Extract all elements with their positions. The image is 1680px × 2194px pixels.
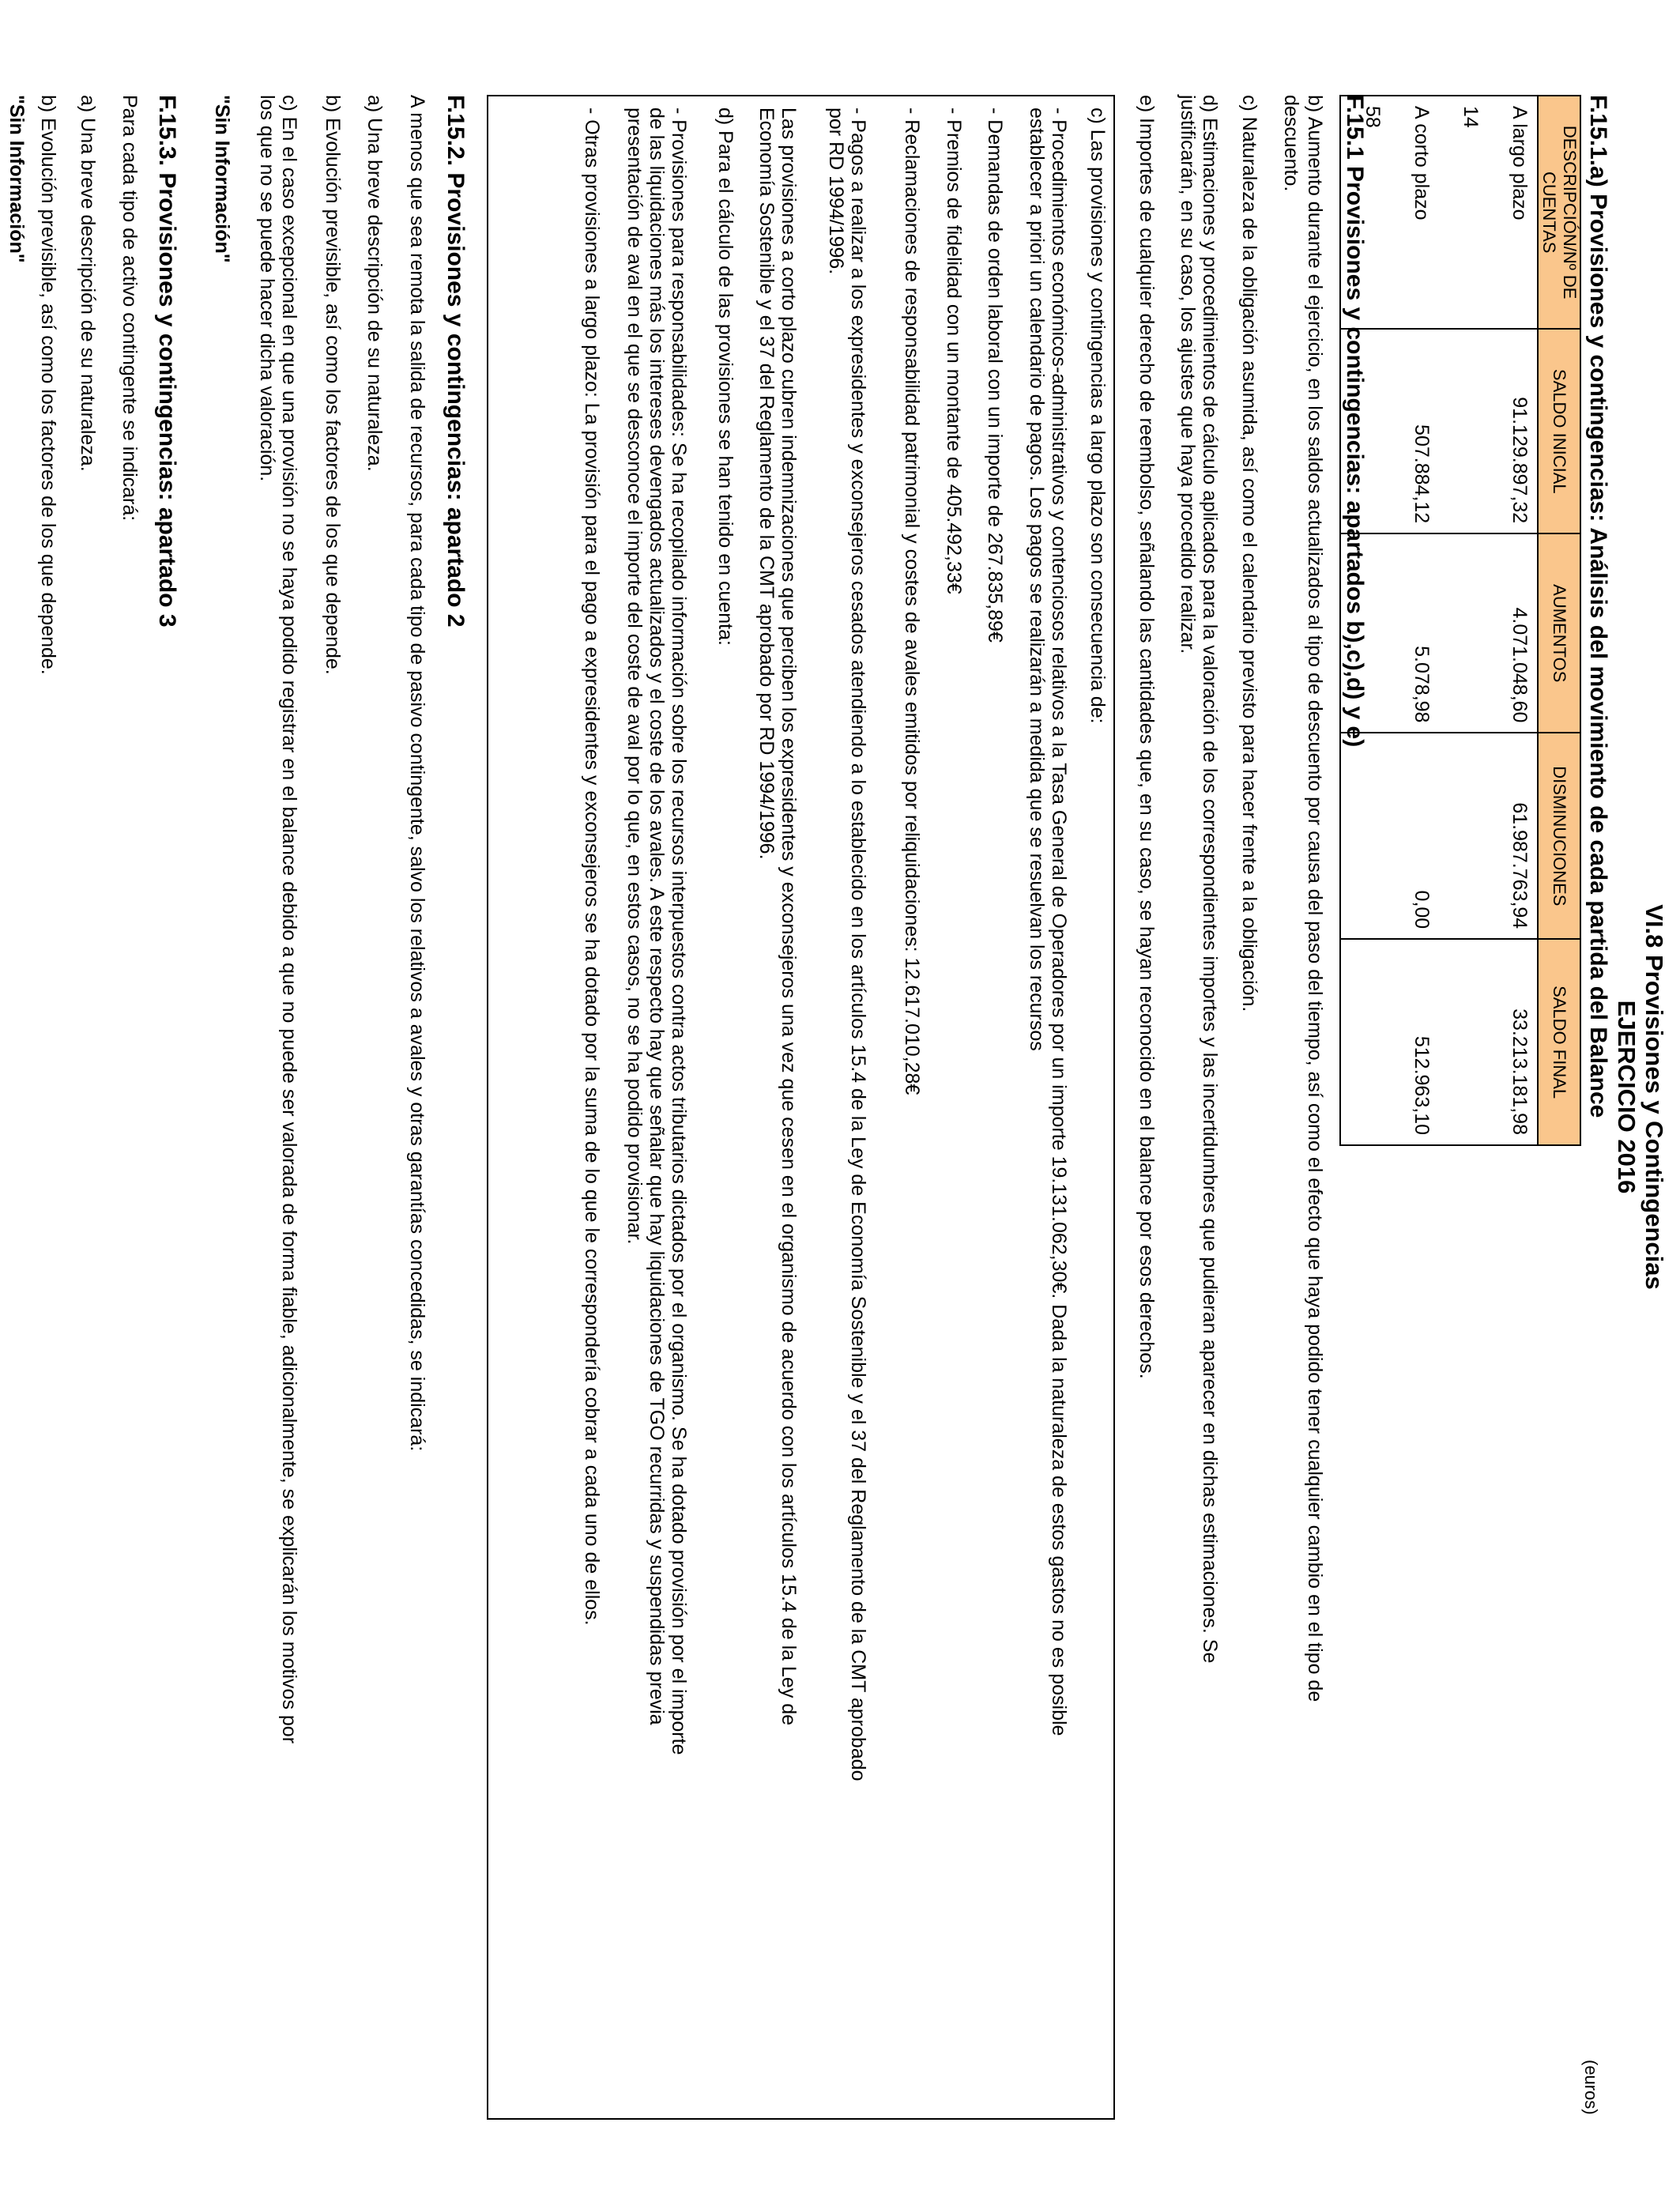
col-header-descripcion: DESCRIPCIÓN/Nº DE CUENTAS	[1538, 96, 1580, 329]
paragraph-d-line1: d) Estimaciones y procedimientos de cálculo aplicados para la valoración de los correspondientes importes y las incertidumbres que pudieran aparecer en dichas estimaciones. Se	[1199, 95, 1221, 1664]
section-title-f151a: F.15.1.a) Provisiones y contingencias: Análisis del movimiento de cada partida del Balance	[1585, 95, 1611, 1118]
f153-no-info: "Sin Información"	[6, 95, 28, 263]
box-line: - Otras provisiones a largo plazo: La provisión para el pago a expresidentes y exconsejeros se ha dotado por la suma de lo que le correspondería cobrar a cada uno de ellos.	[581, 107, 603, 1626]
box-line: presentación de aval en el que se desconoce el importe del coste de aval por lo que, en estos casos, no se ha podido provisionar.	[623, 107, 646, 1245]
box-line: - Demandas de orden laboral con un importe de 267.835,89€	[984, 107, 1006, 643]
cell-aumentos: 5.078,98	[1390, 533, 1439, 733]
cell-aumentos: 4.071.048,60	[1488, 533, 1538, 733]
f152-item-c-line2: los que no se puede hacer dicha valoración.	[256, 95, 278, 482]
paragraph-e: e) Importes de cualquier derecho de reembolso, señalando las cantidades que, en su caso, se hayan reconocido en el balance por esos derechos.	[1136, 95, 1158, 1379]
table-header-row	[1538, 96, 1580, 1145]
f153-item-a: a) Una breve descripción de su naturaleza.	[77, 95, 99, 472]
cell-aumentos	[1439, 533, 1488, 733]
section-title-f151: F.15.1 Provisiones y contingencias: apartados b),c),d) y e)	[1342, 95, 1368, 748]
units-label: (euros)	[1581, 2060, 1601, 2115]
cell-disminuciones: 61.987.763,94	[1488, 733, 1538, 939]
box-line: establecer a priori un calendario de pagos. Los pagos se realizarán a medida que se resuelvan los recursos	[1026, 107, 1048, 1051]
col-header-saldo-final: SALDO FINAL	[1538, 939, 1580, 1145]
cell-saldo-final: 512.963,10	[1390, 939, 1439, 1145]
movement-table	[1339, 95, 1581, 1146]
table-row	[1390, 96, 1439, 1145]
cell-desc: 58	[1340, 96, 1390, 329]
section-title-f152: F.15.2. Provisiones y contingencias: apartado 2	[443, 95, 469, 628]
col-header-disminuciones: DISMINUCIONES	[1538, 733, 1580, 939]
cell-desc: 14	[1439, 96, 1488, 329]
table-row	[1488, 96, 1538, 1145]
f153-item-b: b) Evolución previsible, así como los factores de los que depende.	[37, 95, 59, 675]
paragraph-b-line1: b) Aumento durante el ejercicio, en los saldos actualizados al tipo de descuento por causa del paso del tiempo, así como el efecto que haya podido tener cualquier cambio en el tipo de	[1304, 95, 1326, 1702]
cell-saldo-final	[1439, 939, 1488, 1145]
cell-saldo-final	[1340, 939, 1390, 1145]
f153-intro: Para cada tipo de activo contingente se indicará:	[119, 95, 141, 522]
box-line: c) Las provisiones y contingencias a largo plazo son consecuencia de:	[1087, 107, 1109, 724]
box-line: - Procedimientos económicos-administrativos y contenciosos relativos a la Tasa General de Operadores por un importe 19.131.062,30€. Dada la naturaleza de estos gastos no es posible	[1048, 107, 1070, 1736]
f152-intro: A menos que sea remota la salida de recursos, para cada tipo de pasivo contingente, salvo los relativos a avales y otras garantías concedidas, se indicará:	[406, 95, 428, 1452]
provisions-detail-box	[487, 95, 1115, 2120]
box-line: Las provisiones a corto plazo cubren indemnizaciones que perciben los expresidentes y exconsejeros una vez que cesen en el organismo de acuerdo con los artículos 15.4 de la Ley de	[778, 107, 800, 1726]
cell-desc: A corto plazo	[1390, 96, 1439, 329]
col-header-aumentos: AUMENTOS	[1538, 533, 1580, 733]
f152-item-a: a) Una breve descripción de su naturaleza.	[363, 95, 386, 472]
cell-saldo-inicial: 507.884,12	[1390, 329, 1439, 533]
cell-desc: A largo plazo	[1488, 96, 1538, 329]
report-title: VI.8 Provisiones y Contingencias	[1640, 904, 1668, 1290]
cell-saldo-inicial	[1439, 329, 1488, 533]
f152-item-c-line1: c) En el caso excepcional en que una provisión no se haya podido registrar en el balance debido a que no puede ser valorada de forma fiable, adicionalmente, se explicarán los motivos por	[278, 95, 300, 1744]
cell-disminuciones	[1439, 733, 1488, 939]
box-line: - Provisiones para responsabilidades: Se ha recopilado información sobre los recursos interpuestos contra actos tributarios dictados por el organismo. Se ha dotado provisión por el importe	[668, 107, 690, 1755]
f152-no-info: "Sin Información"	[211, 95, 233, 263]
paragraph-b-line2: descuento.	[1280, 95, 1302, 192]
cell-saldo-inicial: 91.129.897,32	[1488, 329, 1538, 533]
box-line: Economía Sostenible y el 37 del Reglamento de la CMT aprobado por RD 1994/1996.	[755, 107, 778, 860]
paragraph-d-line2: justificarán, en su caso, los ajustes que haya procedido realizar.	[1177, 95, 1199, 654]
box-line: de las liquidaciones más los intereses devengados actualizados y el coste de los avales. A este respecto hay que señalar que hay liquidaciones de TGO recurridas y suspendidas previa	[646, 107, 668, 1725]
col-header-saldo-inicial: SALDO INICIAL	[1538, 329, 1580, 533]
f152-item-b: b) Evolución previsible, así como los factores de los que depende.	[322, 95, 344, 675]
box-line: - Pagos a realizar a los expresidentes y exconsejeros cesados atendiendo a lo establecido en los artículos 15.4 de la Ley de Economía Sostenible y el 37 del Reglamento de la CMT aprobado	[847, 107, 869, 1781]
cell-saldo-final: 33.213.181,98	[1488, 939, 1538, 1145]
box-line: - Premios de fidelidad con un montante de 405.492,33€	[943, 107, 965, 594]
cell-disminuciones	[1340, 733, 1390, 939]
table-row	[1439, 96, 1488, 1145]
box-line: - Reclamaciones de responsabilidad patrimonial y costes de avales emitidos por reliquidaciones: 12.617.010,28€	[901, 107, 923, 1095]
section-title-f153: F.15.3. Provisiones y contingencias: apartado 3	[154, 95, 180, 628]
box-line: d) Para el cálculo de las provisiones se han tenido en cuenta:	[714, 107, 736, 646]
cell-disminuciones: 0,00	[1390, 733, 1439, 939]
box-line: por RD 1994/1996.	[825, 107, 847, 275]
report-year: EJERCICIO 2016	[1613, 1000, 1640, 1194]
paragraph-c: c) Naturaleza de la obligación asumida, así como el calendario previsto para hacer frente a la obligación.	[1238, 95, 1260, 1012]
